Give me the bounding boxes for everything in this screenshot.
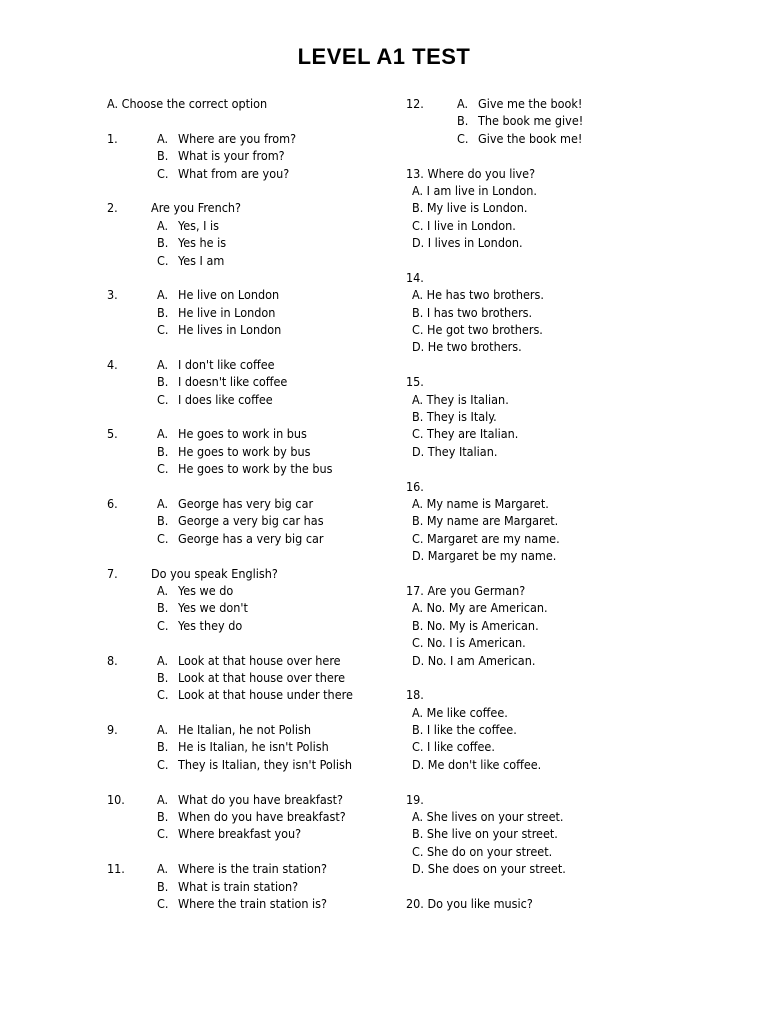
answer-line (406, 304, 736, 321)
option-text: Give me the book! (478, 96, 583, 111)
question-line (406, 478, 736, 495)
answer-line (406, 617, 736, 634)
option-text: He goes to work in bus (178, 426, 307, 442)
answer-line (406, 860, 736, 877)
option-letter: B. (157, 739, 169, 755)
spacer (107, 704, 397, 721)
option-line (107, 165, 397, 182)
spacer (107, 634, 397, 651)
question-heading: 19. (406, 791, 424, 807)
question-block (107, 356, 397, 408)
question-heading: 18. (406, 687, 424, 703)
right-question-list (406, 165, 736, 895)
option-line (107, 147, 397, 164)
option-text: Yes we don't (178, 600, 248, 616)
question-heading: 15. (406, 374, 424, 390)
question-block (406, 791, 736, 878)
option-line (107, 686, 397, 703)
answer-text: D. I lives in London. (412, 235, 523, 251)
option-line (406, 112, 736, 129)
answer-line (406, 825, 736, 842)
question-line (406, 269, 736, 286)
option-letter: A. (157, 217, 169, 233)
answer-line (406, 512, 736, 529)
page-title: LEVEL A1 TEST (297, 44, 471, 69)
spacer (107, 773, 397, 790)
question-number: 12. (406, 96, 424, 111)
question-block (107, 495, 397, 547)
option-line (107, 443, 397, 460)
option-text: They is Italian, they isn't Polish (178, 756, 353, 772)
option-text: What is your from? (178, 148, 285, 164)
spacer (406, 878, 736, 895)
option-text: George has a very big car (178, 530, 324, 546)
answer-line (406, 721, 736, 738)
spacer (406, 773, 736, 790)
answer-text: C. They are Italian. (412, 426, 519, 442)
question-block (107, 130, 397, 182)
answer-line (406, 599, 736, 616)
question-block (107, 652, 397, 704)
answer-text: A. They is Italian. (412, 391, 509, 407)
question-block (107, 425, 397, 477)
question-block (406, 686, 736, 773)
question-20 (406, 895, 736, 912)
answer-line (406, 530, 736, 547)
option-line (107, 582, 397, 599)
question-heading: 17. Are you German? (406, 582, 526, 598)
option-line (107, 130, 397, 147)
answer-line (406, 286, 736, 303)
spacer (107, 843, 397, 860)
option-line (107, 895, 397, 912)
option-line (107, 356, 397, 373)
option-letter: B. (157, 374, 169, 390)
option-letter: B. (157, 878, 169, 894)
option-letter: A. (157, 582, 169, 598)
answer-line (406, 652, 736, 669)
question-number: 10. (107, 791, 125, 807)
option-letter: B. (157, 235, 169, 251)
question-number: 7. (107, 565, 118, 581)
answer-text: A. Me like coffee. (412, 704, 508, 720)
question-block (107, 565, 397, 635)
question-number: 2. (107, 200, 118, 216)
answer-line (406, 425, 736, 442)
option-letter: A. (157, 426, 169, 442)
option-letter: C. (157, 165, 169, 181)
answer-text: D. They Italian. (412, 443, 498, 459)
question-line (406, 791, 736, 808)
option-line (107, 425, 397, 442)
answer-line (406, 391, 736, 408)
option-letter: C. (157, 322, 169, 338)
instruction: A. Choose the correct option (107, 96, 268, 111)
answer-text: C. Margaret are my name. (412, 530, 560, 546)
option-line (107, 617, 397, 634)
question-line (107, 199, 397, 216)
answer-text: C. She do on your street. (412, 843, 553, 859)
answer-text: A. She lives on your street. (412, 809, 564, 825)
option-text: He is Italian, he isn't Polish (178, 739, 329, 755)
option-line (107, 652, 397, 669)
answer-text: B. She live on your street. (412, 826, 558, 842)
option-text: Look at that house under there (178, 687, 353, 703)
question-20-text: 20. Do you like music? (406, 895, 533, 911)
option-letter: C. (157, 756, 169, 772)
option-letter: A. (157, 791, 169, 807)
option-letter: C. (157, 530, 169, 546)
option-line (406, 95, 736, 112)
question-line (406, 582, 736, 599)
spacer (107, 408, 397, 425)
option-text: What is train station? (178, 878, 299, 894)
answer-line (406, 547, 736, 564)
option-line (107, 599, 397, 616)
option-text: When do you have breakfast? (178, 809, 346, 825)
option-letter: C. (157, 687, 169, 703)
answer-text: D. He two brothers. (412, 339, 522, 355)
answer-line (406, 338, 736, 355)
option-letter: B. (157, 443, 169, 459)
answer-text: B. I like the coffee. (412, 722, 517, 738)
answer-text: D. Me don't like coffee. (412, 756, 542, 772)
answer-text: A. No. My are American. (412, 600, 548, 616)
answer-line (406, 408, 736, 425)
option-letter: A. (157, 287, 169, 303)
option-letter: C. (157, 617, 169, 633)
option-text: The book me give! (478, 113, 584, 129)
option-letter: A. (157, 130, 169, 146)
answer-text: C. He got two brothers. (412, 322, 543, 338)
option-text: He goes to work by bus (178, 443, 311, 459)
option-line (107, 738, 397, 755)
option-text: Look at that house over here (178, 652, 341, 668)
question-heading: 14. (406, 269, 424, 285)
option-text: Yes, I is (178, 217, 219, 233)
option-line (107, 391, 397, 408)
question-block (107, 199, 397, 269)
answer-line (406, 321, 736, 338)
question-heading: 16. (406, 478, 424, 494)
option-letter: A. (157, 495, 169, 511)
option-line (107, 878, 397, 895)
question-block (107, 791, 397, 843)
option-letter: A. (157, 652, 169, 668)
option-line (107, 252, 397, 269)
answer-text: D. She does on your street. (412, 861, 566, 877)
spacer (107, 547, 397, 564)
answer-text: A. He has two brothers. (412, 287, 544, 303)
answer-text: B. My name are Margaret. (412, 513, 559, 529)
answer-line (406, 234, 736, 251)
answer-text: B. No. My is American. (412, 617, 539, 633)
answer-line (406, 756, 736, 773)
option-letter: A. (157, 356, 169, 372)
option-letter: C. (157, 391, 169, 407)
answer-line (406, 199, 736, 216)
question-line (107, 565, 397, 582)
option-line (107, 512, 397, 529)
answer-text: A. I am live in London. (412, 182, 537, 198)
question-block (406, 478, 736, 565)
answer-line (406, 704, 736, 721)
answer-text: B. My live is London. (412, 200, 528, 216)
option-letter: C. (457, 130, 469, 146)
option-text: He live on London (178, 287, 280, 303)
option-letter: B. (157, 513, 169, 529)
option-letter: C. (157, 461, 169, 477)
answer-text: B. I has two brothers. (412, 304, 533, 320)
question-block (406, 582, 736, 669)
answer-text: A. My name is Margaret. (412, 495, 549, 511)
answer-text: D. No. I am American. (412, 652, 536, 668)
question-number: 5. (107, 426, 118, 442)
spacer (406, 565, 736, 582)
option-line (406, 130, 736, 147)
option-letter: B. (457, 113, 469, 129)
answer-line (406, 808, 736, 825)
answer-text: B. They is Italy. (412, 409, 497, 425)
left-column (107, 95, 397, 912)
question-line (406, 373, 736, 390)
option-line (107, 721, 397, 738)
option-line (107, 321, 397, 338)
option-text: He live in London (178, 304, 276, 320)
option-line (107, 304, 397, 321)
answer-line (406, 495, 736, 512)
question-text: Are you French? (151, 200, 241, 216)
option-letter: C. (157, 826, 169, 842)
option-line (107, 669, 397, 686)
question-number: 3. (107, 287, 118, 303)
option-line (107, 530, 397, 547)
option-text: Yes they do (178, 617, 243, 633)
option-letter: B. (157, 809, 169, 825)
answer-line (406, 634, 736, 651)
spacer (107, 182, 397, 199)
question-block (406, 269, 736, 356)
question-heading: 13. Where do you live? (406, 165, 536, 181)
option-text: He Italian, he not Polish (178, 722, 312, 738)
option-text: He lives in London (178, 322, 282, 338)
option-line (107, 495, 397, 512)
option-letter: A. (157, 722, 169, 738)
option-text: Where breakfast you? (178, 826, 302, 842)
option-text: What do you have breakfast? (178, 791, 343, 807)
question-block (406, 165, 736, 252)
question-number: 1. (107, 130, 118, 146)
spacer (406, 356, 736, 373)
option-text: Yes he is (178, 235, 227, 251)
answer-line (406, 443, 736, 460)
option-text: I does like coffee (178, 391, 273, 407)
question-number: 4. (107, 356, 118, 372)
question-number: 6. (107, 495, 118, 511)
question-text: Do you speak English? (151, 565, 278, 581)
spacer (107, 478, 397, 495)
option-text: Yes I am (178, 252, 225, 268)
option-text: Look at that house over there (178, 669, 346, 685)
spacer (107, 338, 397, 355)
question-12 (406, 95, 736, 147)
right-column (406, 95, 736, 912)
option-text: Where the train station is? (178, 895, 327, 911)
question-block (107, 286, 397, 338)
option-letter: B. (157, 304, 169, 320)
question-line (406, 165, 736, 182)
option-line (107, 860, 397, 877)
spacer (406, 252, 736, 269)
option-letter: B. (157, 600, 169, 616)
spacer (406, 460, 736, 477)
option-line (107, 808, 397, 825)
option-text: Where is the train station? (178, 861, 327, 877)
question-number: 9. (107, 722, 118, 738)
option-letter: B. (157, 148, 169, 164)
option-letter: B. (157, 669, 169, 685)
answer-text: C. I like coffee. (412, 739, 495, 755)
answer-line (406, 843, 736, 860)
option-text: Where are you from? (178, 130, 297, 146)
question-number: 8. (107, 652, 118, 668)
option-letter: C. (157, 895, 169, 911)
option-text: What from are you? (178, 165, 290, 181)
answer-text: C. No. I is American. (412, 635, 526, 651)
question-block (406, 373, 736, 460)
answer-line (406, 182, 736, 199)
answer-line (406, 217, 736, 234)
option-line (107, 460, 397, 477)
option-letter: C. (157, 252, 169, 268)
question-block (107, 721, 397, 773)
question-block (107, 860, 397, 912)
answer-text: D. Margaret be my name. (412, 548, 557, 564)
option-text: Yes we do (178, 582, 234, 598)
option-text: George has very big car (178, 495, 314, 511)
option-line (107, 825, 397, 842)
question-number: 11. (107, 861, 125, 877)
answer-line (406, 738, 736, 755)
answer-text: C. I live in London. (412, 217, 516, 233)
option-line (107, 234, 397, 251)
option-text: George a very big car has (178, 513, 324, 529)
option-text: Give the book me! (478, 130, 583, 146)
left-question-list (107, 130, 397, 913)
question-line (406, 686, 736, 703)
option-text: He goes to work by the bus (178, 461, 333, 477)
option-letter: A. (457, 96, 469, 111)
option-text: I don't like coffee (178, 356, 275, 372)
option-text: I doesn't like coffee (178, 374, 288, 390)
option-line (107, 756, 397, 773)
option-letter: A. (157, 861, 169, 877)
option-line (107, 286, 397, 303)
spacer (406, 669, 736, 686)
option-line (107, 791, 397, 808)
option-line (107, 217, 397, 234)
spacer (107, 269, 397, 286)
option-line (107, 373, 397, 390)
